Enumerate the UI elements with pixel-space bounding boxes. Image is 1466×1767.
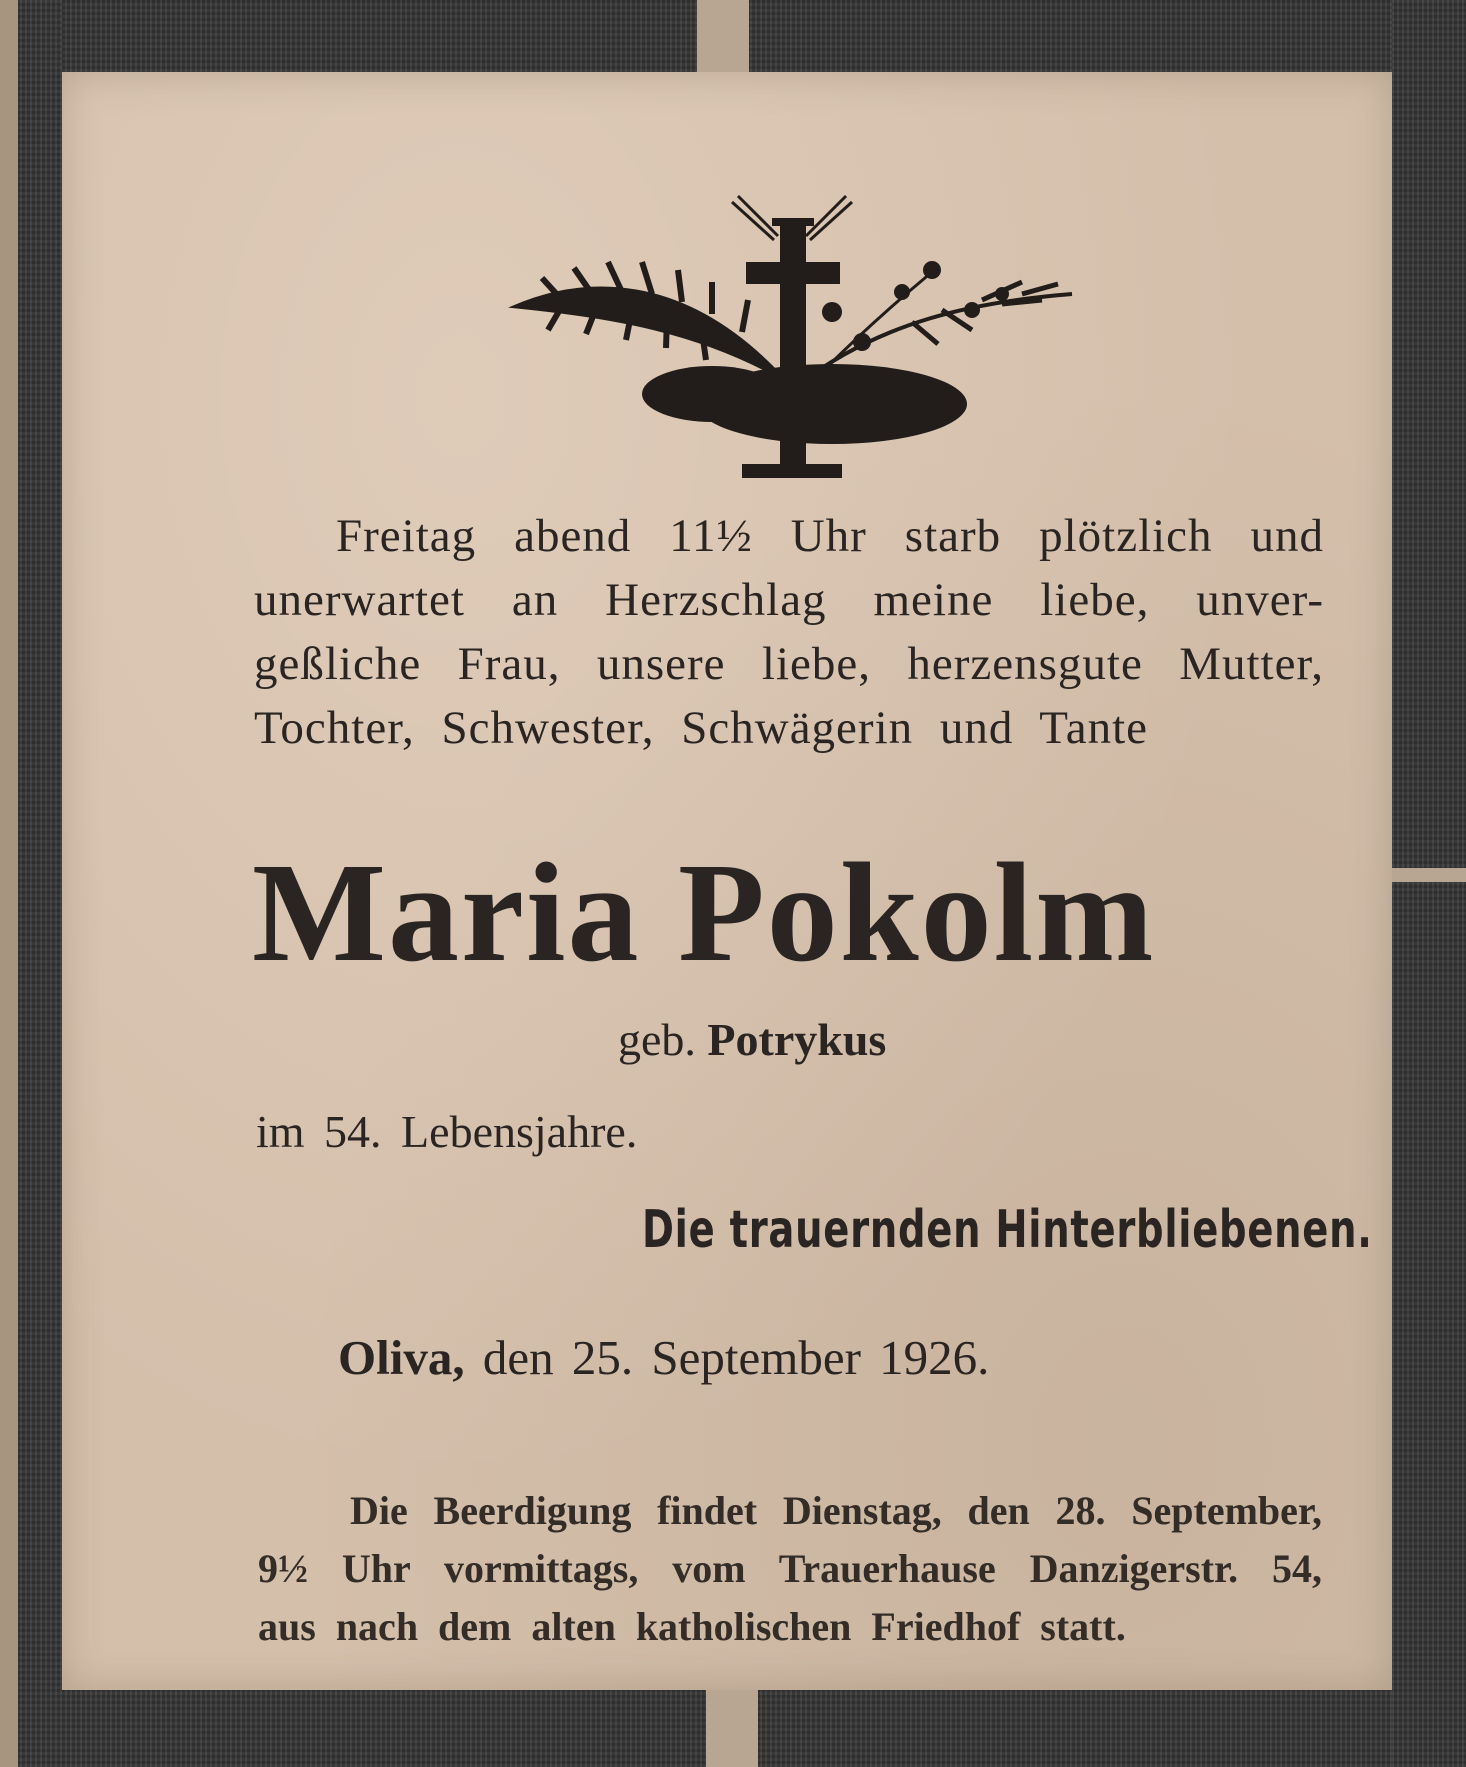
maiden-name: Potrykus bbox=[707, 1014, 887, 1065]
funeral-line: aus nach dem alten katholischen Friedhof statt. bbox=[258, 1604, 1126, 1649]
border-gap-right bbox=[1392, 868, 1466, 882]
border-gap-bottom bbox=[706, 1690, 758, 1767]
maiden-prefix: geb. bbox=[618, 1014, 696, 1065]
page-margin-left bbox=[0, 0, 18, 1767]
intro-line: Tochter, Schwester, Schwägerin und Tante bbox=[254, 702, 1148, 754]
intro-line: Freitag abend 11½ Uhr starb plötzlich und bbox=[336, 510, 1324, 562]
intro-line: geßliche Frau, unsere liebe, herzensgute Mutter, bbox=[254, 638, 1324, 690]
funeral-line: Die Beerdigung findet Dienstag, den 28. September, bbox=[350, 1488, 1322, 1533]
deceased-name: Maria Pokolm bbox=[252, 833, 1156, 991]
funeral-line: 9½ Uhr vormittags, vom Trauerhause Danzigerstr. 54, bbox=[258, 1546, 1322, 1591]
place: Oliva, bbox=[338, 1330, 465, 1385]
place-date-line bbox=[338, 1327, 989, 1389]
obituary-notice bbox=[62, 72, 1392, 1690]
intro-paragraph bbox=[254, 504, 1324, 760]
intro-line: unerwartet an Herzschlag meine liebe, unver- bbox=[254, 574, 1324, 626]
date: den 25. September 1926. bbox=[482, 1330, 990, 1385]
mourning-border-right bbox=[1392, 0, 1466, 1767]
maiden-name-line bbox=[618, 1010, 886, 1070]
mourners-signature: Die trauernden Hinterbliebenen. bbox=[642, 1200, 1373, 1260]
border-gap-top bbox=[697, 0, 749, 72]
cross-with-palm-frond-and-flowers-icon bbox=[502, 182, 1082, 482]
age-line: im 54. Lebensjahre. bbox=[256, 1106, 638, 1157]
funeral-paragraph bbox=[258, 1482, 1322, 1656]
